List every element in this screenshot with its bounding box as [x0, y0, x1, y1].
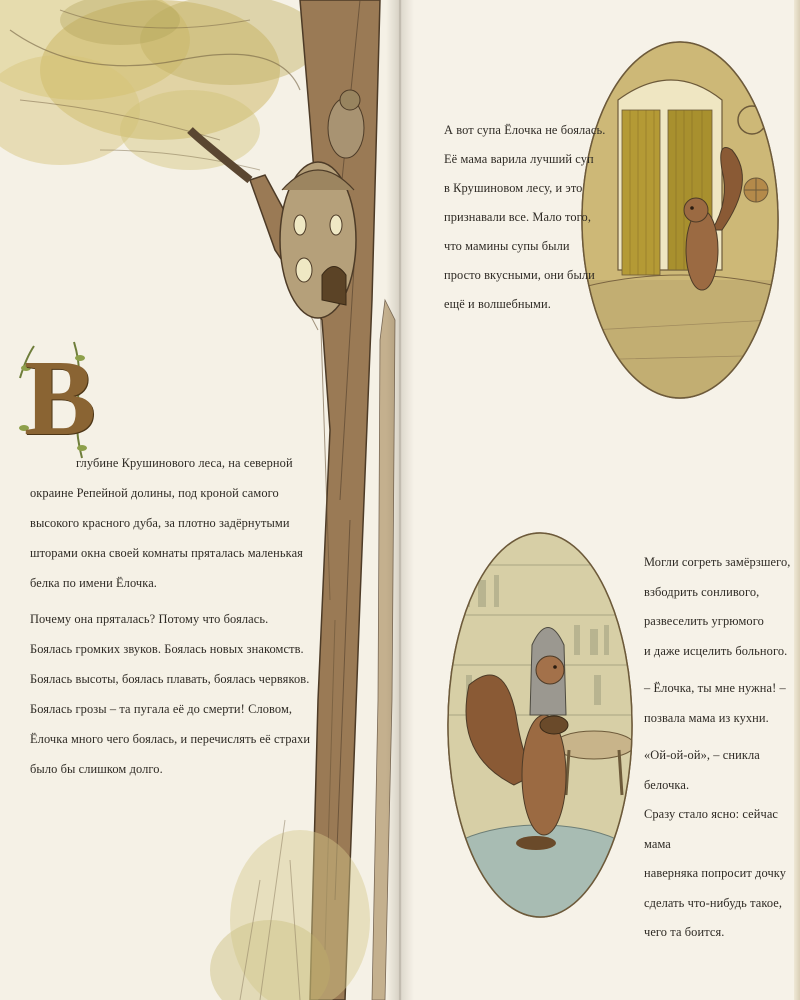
text-line: ещё и волшебными. — [444, 297, 551, 311]
text-line: глубине Крушинового леса, на северной — [76, 456, 293, 470]
text-line: Почему она пряталась? Потому что боялась. — [30, 612, 269, 626]
text-line: Могли согреть замёрзшего, — [644, 555, 791, 569]
drop-cap-letter: В — [24, 339, 97, 458]
text-line: развеселить угрюмого — [644, 614, 764, 628]
kitchen-vignette — [444, 525, 644, 925]
right-top-paragraph — [444, 116, 605, 319]
text-line: Сразу стало ясно: сейчас мама — [644, 807, 779, 851]
text-line: – Ёлочка, ты мне нужна! – — [644, 681, 786, 695]
text-line: Боялась грозы – та пугала её до смерти! Словом, — [30, 702, 293, 716]
text-line: «Ой-ой-ой», – сникла белочка. — [644, 748, 760, 792]
left-paragraph-1-cont — [30, 478, 310, 784]
text-line: белка по имени Ёлочка. — [30, 576, 157, 590]
text-line: в Крушиновом лесу, и это — [444, 181, 583, 195]
text-line: шторами окна своей комнаты пряталась маленькая — [30, 546, 303, 560]
text-line: Боялась высоты, боялась плавать, боялась червяков. — [30, 672, 310, 686]
text-line: Её мама варила лучший суп — [444, 152, 594, 166]
text-line: позвала мама из кухни. — [644, 710, 769, 725]
text-line: признавали все. Мало того, — [444, 210, 592, 224]
text-line: просто вкусными, они были — [444, 268, 595, 282]
text-line: окраине Репейной долины, под кроной самого — [30, 486, 279, 500]
text-line: сделать что-нибудь такое, — [644, 895, 783, 910]
left-paragraph-1 — [76, 448, 293, 478]
text-line: что мамины супы были — [444, 239, 570, 253]
text-line: взбодрить сонливого, — [644, 584, 760, 599]
text-line: и даже исцелить больного. — [644, 643, 788, 658]
text-line: высокого красного дуба, за плотно задёрнутыми — [30, 516, 290, 530]
right-bottom-paragraph — [644, 548, 800, 948]
text-line: наверняка попросит дочку — [644, 866, 787, 880]
right-page — [400, 0, 800, 1000]
text-line: чего та боится. — [644, 925, 725, 939]
text-line: Боялась громких звуков. Боялась новых знакомств. — [30, 642, 304, 656]
book-gutter — [386, 0, 414, 1000]
tree-foliage — [0, 0, 320, 170]
text-line: Ёлочка много чего боялась, и перечислять её страхи — [30, 732, 311, 746]
page-edge — [794, 0, 800, 1000]
text-line: А вот супа Ёлочка не боялась. — [444, 123, 606, 137]
text-line: было бы слишком долго. — [30, 762, 163, 776]
